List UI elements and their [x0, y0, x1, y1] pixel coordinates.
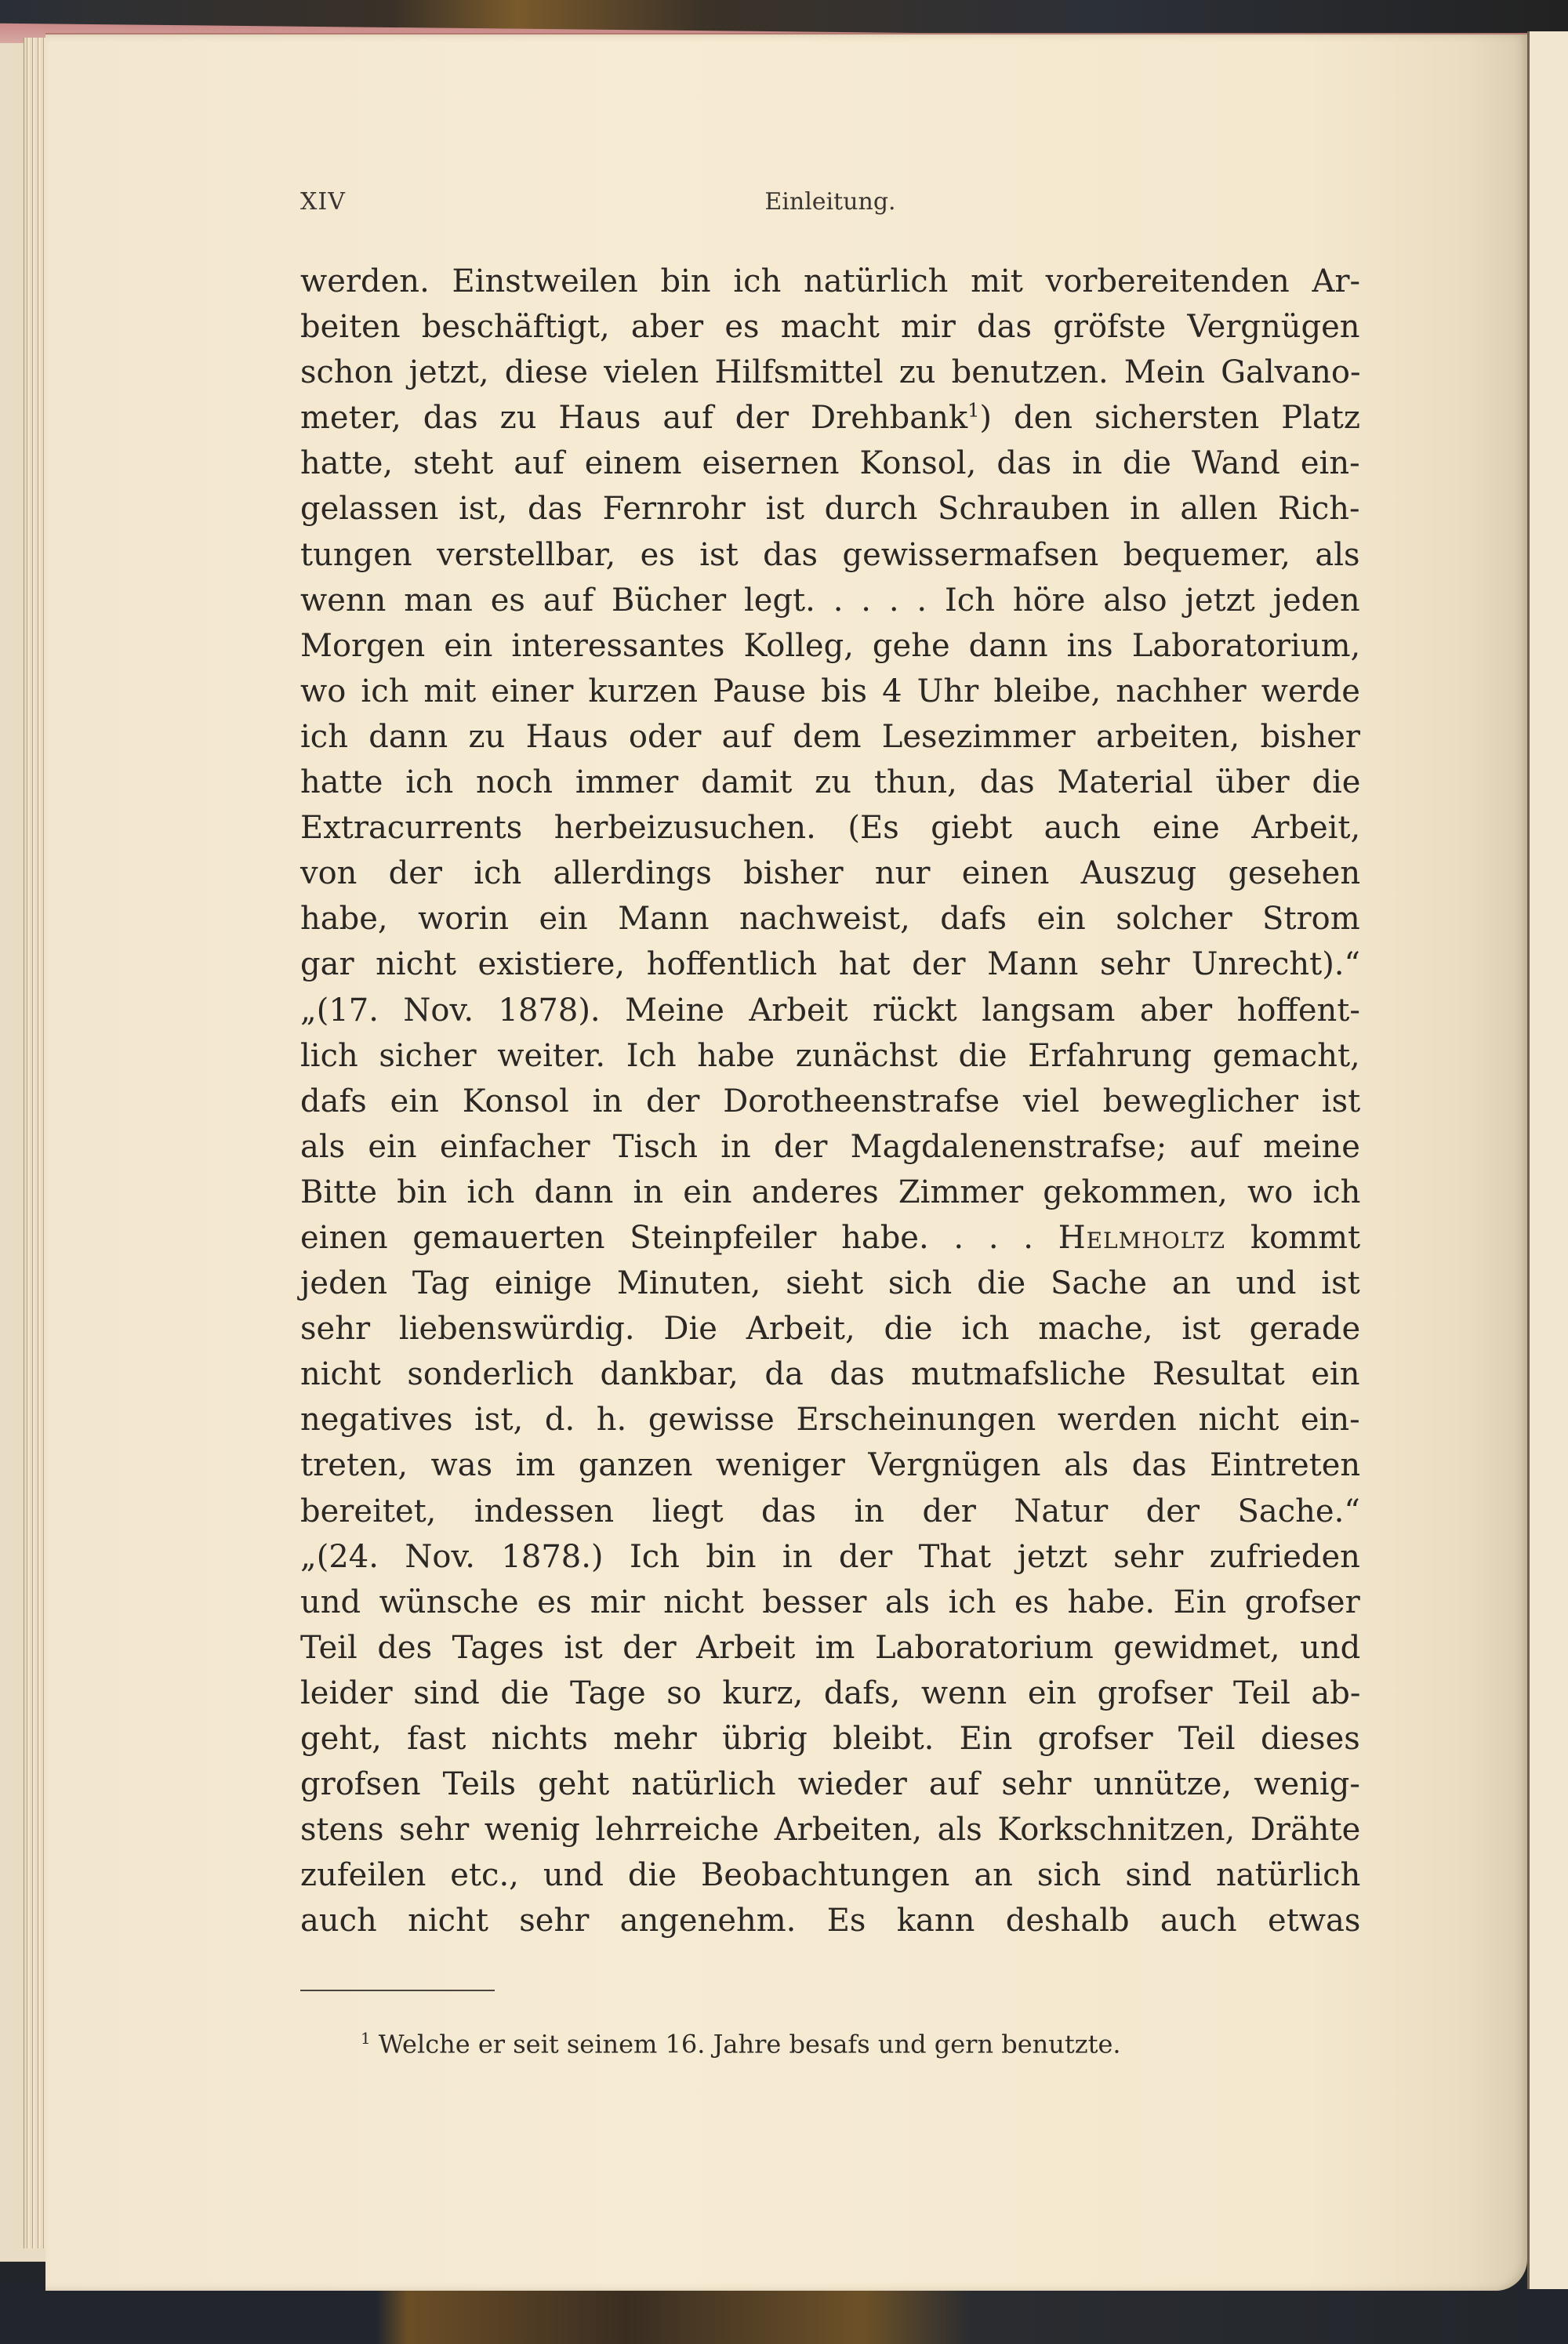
text-line: schon jetzt, diese vielen Hilfsmittel zu benutzen. Mein Galvano-: [300, 354, 1361, 391]
footnote-ref: 1: [967, 399, 980, 422]
text-line: „(24. Nov. 1878.) Ich bin in der That jetzt sehr zufrieden: [300, 1538, 1360, 1575]
text-line: jeden Tag einige Minuten, sieht sich die Sache an und ist: [300, 1265, 1360, 1302]
text-line: als ein einfacher Tisch in der Magdalenenstrafse; auf meine: [300, 1128, 1360, 1165]
text-line: Extracurrents herbeizusuchen. (Es giebt auch eine Arbeit,: [300, 810, 1361, 847]
text-segment: einen gemauerten Steinpfeiler habe. . . .: [300, 1219, 1058, 1256]
footnote-text: Welche er seit seinem 16. Jahre besafs und gern benutzte.: [378, 2029, 1121, 2059]
text-segment: kommt: [1225, 1219, 1361, 1256]
text-line: gar nicht existiere, hoffentlich hat der Mann sehr Unrecht).“: [300, 946, 1360, 983]
text-line: leider sind die Tage so kurz, dafs, wenn ein grofser Teil ab-: [300, 1675, 1361, 1711]
text-line: sehr liebenswürdig. Die Arbeit, die ich mache, ist gerade: [300, 1311, 1361, 1348]
text-line: habe, worin ein Mann nachweist, dafs ein solcher Strom: [300, 901, 1360, 938]
footnote-rule: [300, 1990, 495, 1991]
text-line: Bitte bin ich dann in ein anderes Zimmer gekommen, wo ich: [300, 1174, 1361, 1210]
text-line: und wünsche es mir nicht besser als ich es habe. Ein grofser: [300, 1584, 1360, 1620]
text-line: hatte ich noch immer damit zu thun, das Material über die: [300, 764, 1361, 801]
text-line: [300, 1215, 1360, 1261]
text-line: nicht sonderlich dankbar, da das mutmafsliche Resultat ein: [300, 1356, 1360, 1393]
text-line: wo ich mit einer kurzen Pause bis 4 Uhr bleibe, nachher werde: [300, 673, 1360, 709]
text-line: wenn man es auf Bücher legt. . . . . Ich höre also jetzt jeden: [300, 582, 1360, 619]
text-line: negatives ist, d. h. gewisse Erscheinungen werden nicht ein-: [300, 1402, 1360, 1439]
text-line: grofsen Teils geht natürlich wieder auf sehr unnütze, wenig-: [300, 1766, 1360, 1803]
text-line: hatte, steht auf einem eisernen Konsol, das in die Wand ein-: [300, 445, 1360, 482]
text-line: zufeilen etc., und die Beobachtungen an sich sind natürlich: [300, 1857, 1361, 1894]
text-segment: meter, das zu Haus auf der Drehbank: [300, 400, 968, 437]
text-line: treten, was im ganzen weniger Vergnügen als das Eintreten: [300, 1447, 1361, 1484]
footnote: [361, 2029, 1121, 2059]
text-line: werden. Einstweilen bin ich natürlich mit vorbereitenden Ar-: [300, 263, 1361, 299]
text-line: Teil des Tages ist der Arbeit im Laboratorium gewidmet, und: [300, 1629, 1361, 1666]
text-line: geht, fast nichts mehr übrig bleibt. Ein grofser Teil dieses: [300, 1721, 1360, 1757]
body-text: [300, 259, 1360, 1943]
text-line: lich sicher weiter. Ich habe zunächst die Erfahrung gemacht,: [300, 1037, 1360, 1074]
book-cover-bottom: [0, 2281, 1568, 2344]
text-line: auch nicht sehr angenehm. Es kann deshalb auch etwas: [300, 1903, 1361, 1939]
running-title: Einleitung.: [764, 188, 896, 216]
text-segment: ) den sichersten Platz: [979, 400, 1360, 437]
text-line: von der ich allerdings bisher nur einen Auszug gesehen: [300, 855, 1361, 892]
text-line: tungen verstellbar, es ist das gewissermafsen bequemer, als: [300, 536, 1360, 573]
text-line: [300, 395, 1360, 441]
text-line: „(17. Nov. 1878). Meine Arbeit rückt langsam aber hoffent-: [300, 992, 1360, 1029]
text-line: dafs ein Konsol in der Dorotheenstrafse viel beweglicher ist: [300, 1083, 1361, 1119]
text-line: gelassen ist, das Fernrohr ist durch Schrauben in allen Rich-: [300, 491, 1360, 528]
text-line: bereitet, indessen liegt das in der Natur der Sache.“: [300, 1493, 1360, 1529]
page-number: XIV: [300, 188, 346, 216]
text-line: beiten beschäftigt, aber es macht mir das gröfste Vergnügen: [300, 309, 1360, 346]
text-line: Morgen ein interessantes Kolleg, gehe dann ins Laboratorium,: [300, 627, 1361, 664]
running-head: [300, 188, 1360, 220]
text-line: stens sehr wenig lehrreiche Arbeiten, als Korkschnitzen, Drähte: [300, 1812, 1361, 1849]
next-page-edge: [1527, 31, 1568, 2289]
footnote-marker: 1: [361, 2029, 371, 2048]
page-stack-edges: [24, 38, 48, 2248]
text-line: ich dann zu Haus oder auf dem Lesezimmer arbeiten, bisher: [300, 718, 1361, 755]
name-smallcaps: Helmholtz: [1058, 1219, 1226, 1256]
